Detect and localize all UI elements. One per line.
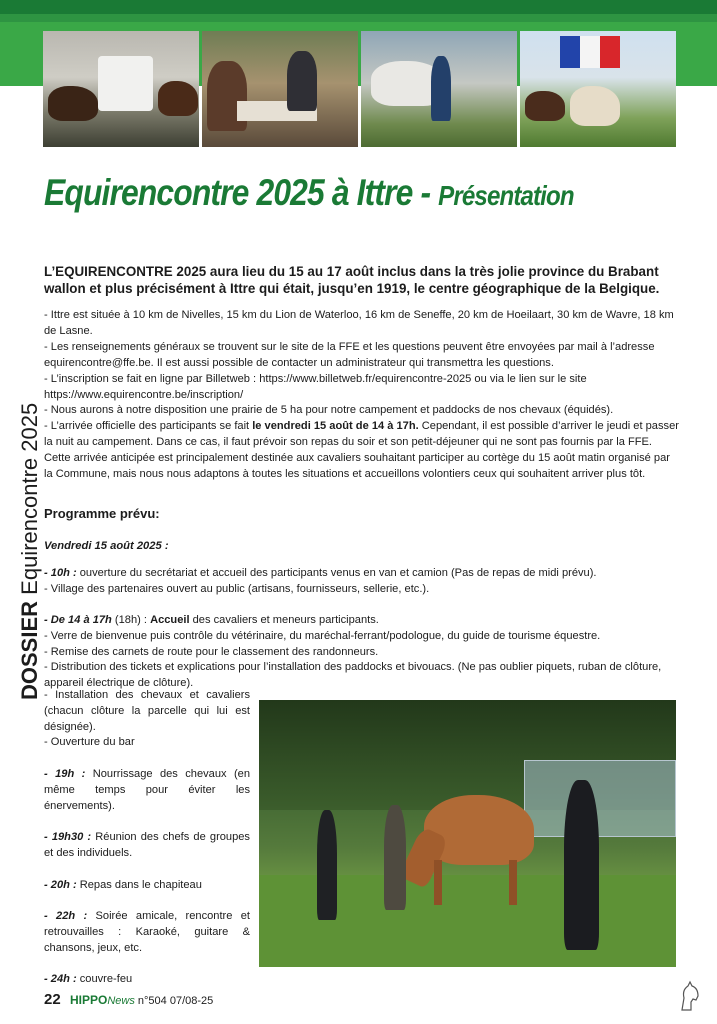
programme-item-22h: - 22h : Soirée amicale, rencontre et retrouvailles : Karaoké, guitare & chansons, jeux, etc. (44, 910, 250, 954)
sidebar-dossier-label: DOSSIER Equirencontre 2025 (17, 402, 42, 700)
programme-item-24h: - 24h : couvre-feu (44, 973, 133, 986)
info-item-contact: - Les renseignements généraux se trouvent sur le site de la FFE et les questions peuvent être envoyées par mail à l’adresse equirencontre@ffe.be. Il est aussi possible de contacter un administrateur qui transmettra les questions. (44, 340, 655, 369)
horse-inspection-photo (259, 700, 676, 967)
info-item-location: - Ittre est située à 10 km de Nivelles, 15 km du Lion de Waterloo, 16 km de Seneffe, 20 km de Hoeilaart, 30 km de Wavre, 18 km de Lasne. (44, 309, 674, 337)
programme-item-bar: - Ouverture du bar (44, 736, 135, 749)
title-main: Equirencontre 2025 à Ittre - (44, 172, 431, 213)
programme-block-10h: - 10h : ouverture du secrétariat et accueil des participants venus en van et camion (Pas de repas de midi prévu). - Village des partenaires ouvert au public (artisans, fournisseurs, sellerie, etc.). (44, 567, 597, 595)
title-sub: Présentation (438, 180, 574, 211)
registration-desk-photo (202, 31, 358, 147)
programme-item-installation: - Installation des chevaux et cavaliers (chacun clôture la parcelle qui lui est désignée). (44, 689, 250, 733)
top-band-mid (0, 14, 717, 22)
white-horse-photo (361, 31, 517, 147)
programme-item-1930: - 19h30 : Réunion des chefs de groupes et des individuels. (44, 831, 250, 859)
top-band-dark (0, 0, 717, 14)
info-item-registration: - L’inscription se fait en ligne par Billetweb : https://www.billetweb.fr/equirencontre-2025 ou via le lien sur le site https://www.equirencontre.be/inscription/ (44, 372, 587, 401)
programme-day: Vendredi 15 août 2025 : (44, 540, 169, 552)
lead-paragraph: L’EQUIRENCONTRE 2025 aura lieu du 15 au 17 août inclus dans la très jolie province du Brabant wallon et plus précisément à Ittre qui était, jusqu’en 1919, le centre géographique de la Belgique. (44, 264, 660, 296)
horse-head-icon (676, 980, 702, 1012)
programme-evening-column (44, 688, 250, 988)
page-number: 22 (44, 991, 61, 1008)
page-title (44, 172, 594, 214)
header-photo-strip (43, 31, 676, 147)
french-flag-riders-photo (520, 31, 676, 147)
programme-item-19h: - 19h : Nourrissage des chevaux (en même temps pour éviter les énervements). (44, 767, 250, 812)
footer-brand: HIPPONews n°504 07/08-25 (70, 993, 214, 1007)
info-item-arrival: - L’arrivée officielle des participants se fait le vendredi 15 août de 14 à 17h. Cependant, il est possible d’arriver le jeudi et passer la nuit au campement. Dans ce cas, il faut prévoir son repas du soir et son petit-déjeuner qui ne sont pas fournis par la FFE. Cette arrivée anticipée est principalement destinée aux cavaliers souhaitant participer au cortège du 15 août matin organisé par la Commune, mais nous nous adaptons à toutes les situations et accueillons volontiers ceux qui souhaitent arriver plus tôt. (44, 420, 679, 481)
programme-heading: Programme prévu: (44, 506, 160, 521)
info-list (44, 308, 680, 483)
programme-block-14h: - De 14 à 17h (18h) : Accueil des cavaliers et meneurs participants. - Verre de bienvenue puis contrôle du vétérinaire, du maréchal-ferrant/podologue, du guide de tourisme équestre. - Remise des carnets de route pour le classement des randonneurs. - Distribution des tickets et explications pour l’installation des paddocks et bivouacs. (Ne pas oublier piquets, ruban de clôture, appareil électrique de clôture). (44, 614, 662, 690)
programme-item-20h: - 20h : Repas dans le chapiteau (44, 878, 202, 891)
info-item-meadow: - Nous aurons à notre disposition une prairie de 5 ha pour notre campement et paddocks de nos chevaux (équidés). (44, 404, 614, 417)
horses-van-photo (43, 31, 199, 147)
